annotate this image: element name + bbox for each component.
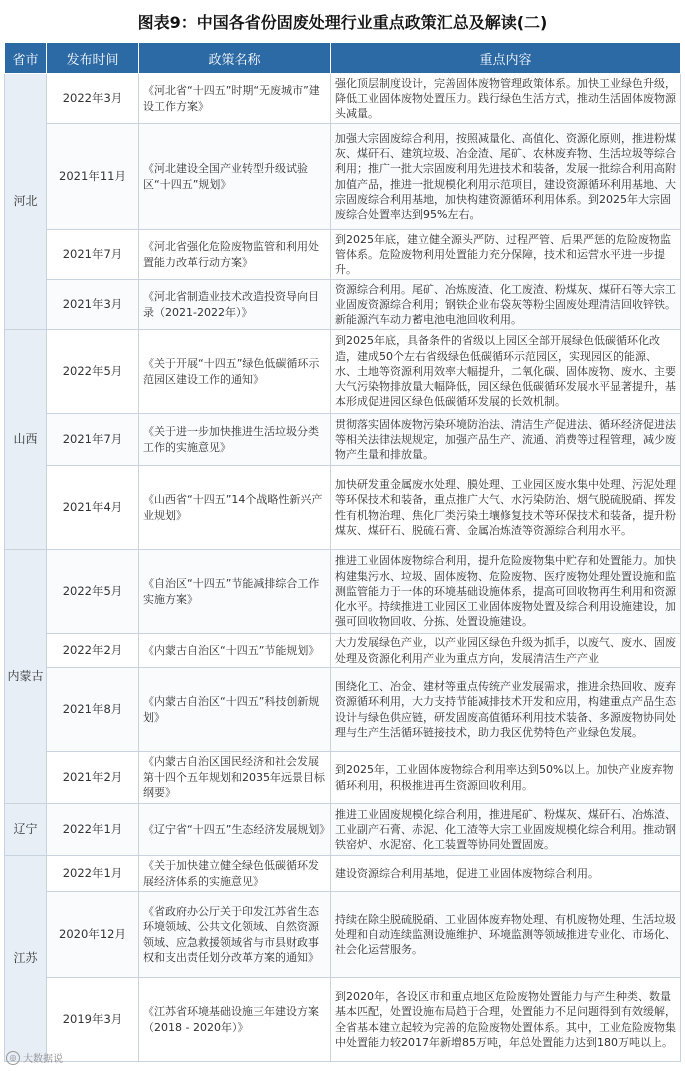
policy-cell: 《关于开展“十四五”绿色低碳循环示范园区建设工作的通知》 [139,330,331,414]
header-date: 发布时间 [47,43,139,74]
table-row [5,804,681,856]
table-row [5,466,681,550]
date-cell: 2021年4月 [47,466,139,550]
policy-cell: 《江苏省环境基础设施三年建设方案（2018 - 2020年）》 [139,978,331,1062]
date-cell: 2022年1月 [47,804,139,856]
table-row [5,124,681,230]
content-cell: 到2025年底，建立健全源头严防、过程严管、后果严惩的危险废物监管体系。危险废物利用处置能力充分保障，技术和运营水平进一步提升。 [331,230,681,280]
content-cell: 建设资源综合利用基地，促进工业固体废物综合利用。 [331,856,681,892]
policy-cell: 《河北建设全国产业转型升级试验区“十四五”规划》 [139,124,331,230]
policy-cell: 《关于加快建立健全绿色低碳循环发展经济体系的实施意见》 [139,856,331,892]
policy-cell: 《关于进一步加快推进生活垃圾分类工作的实施意见》 [139,414,331,466]
table-row [5,856,681,892]
table-row [5,978,681,1062]
date-cell: 2022年3月 [47,74,139,124]
table-row [5,414,681,466]
policy-cell: 《内蒙古自治区“十四五”节能规划》 [139,634,331,668]
content-cell: 贯彻落实固体废物污染环境防治法、清洁生产促进法、循环经济促进法等相关法律法规规定，加强产品生产、流通、消费等过程管理，减少废物产生量和排放量。 [331,414,681,466]
province-cell: 内蒙古 [5,550,47,804]
source-footer [6,1050,63,1065]
table-row [5,230,681,280]
page-title: 图表9：中国各省份固废处理行业重点政策汇总及解读(二) [137,12,548,32]
table-row [5,74,681,124]
date-cell: 2021年3月 [47,280,139,330]
policy-cell: 《辽宁省“十四五”生态经济发展规划》 [139,804,331,856]
content-cell: 推进工业固废规模化综合利用，推进尾矿、粉煤灰、煤矸石、冶炼渣、工业副产石膏、赤泥、化工渣等大宗工业固废规模化综合利用。推动钢铁窑炉、水泥窑、化工装置等协同处置固废。 [331,804,681,856]
content-cell: 强化顶层制度设计，完善固体废物管理政策体系。加快工业绿色升级，降低工业固体废物处置压力。践行绿色生活方式，推动生活固体废物源头减量。 [331,74,681,124]
content-cell: 到2025年底，具备条件的省级以上园区全部开展绿色低碳循环化改造，建成50个左右省级绿色低碳循环示范园区，实现园区的能源、水、土地等资源利用效率大幅提升，二氧化碳、固体废物、废水、主要大气污染物排放量大幅降低，园区绿色低碳循环发展水平显著提升，基本形成促进园区绿色低碳循环发展的长效机制。 [331,330,681,414]
header-content: 重点内容 [331,43,681,74]
table-row [5,330,681,414]
date-cell: 2021年2月 [47,752,139,804]
header-province: 省市 [5,43,47,74]
policy-cell: 《省政府办公厅关于印发江苏省生态环境领域、公共文化领域、自然资源领域、应急救援领域省与市县财政事权和支出责任划分改革方案的通知》 [139,892,331,978]
table-row [5,668,681,752]
policy-cell: 《内蒙古自治区“十四五”科技创新规划》 [139,668,331,752]
policy-cell: 《河北省强化危险废物监管和利用处置能力改革行动方案》 [139,230,331,280]
date-cell: 2021年7月 [47,414,139,466]
date-cell: 2021年11月 [47,124,139,230]
date-cell: 2022年1月 [47,856,139,892]
province-cell: 河北 [5,74,47,330]
content-cell: 加强大宗固废综合利用，按照减量化、高值化、资源化原则，推进粉煤灰、煤矸石、建筑垃圾、冶金渣、尾矿、农林废弃物、生活垃圾等综合利用；推广一批大宗固废利用先进技术和装备，发展一批综合利用高附加值产品，推进一批规模化利用示范项目，建设资源循环利用基地、大宗固废综合利用基地，加快构建资源循环利用体系。到2025年大宗固废综合处置率达到95%左右。 [331,124,681,230]
table-row [5,550,681,634]
date-cell: 2022年5月 [47,330,139,414]
date-cell: 2022年5月 [47,550,139,634]
content-cell: 到2025年，工业固体废物综合利用率达到50%以上。加快产业废弃物循环利用，积极推进再生资源回收利用。 [331,752,681,804]
content-cell: 围绕化工、冶金、建材等重点传统产业发展需求，推进余热回收、废弃资源循环利用，大力支持节能减排技术开发和应用，构建重点产品生态设计与绿色供应链，研发固废高值循环利用技术装备、多源废物协同处理与生产生活循环链接技术，助力我区优势特色产业绿色发展。 [331,668,681,752]
table-row [5,280,681,330]
content-cell: 到2020年，各设区市和重点地区危险废物处置能力与产生种类、数量基本匹配，处置设施布局趋于合理，处置能力不足问题得到有效缓解，全省基本建立起较为完善的危险废物处置体系。其中，工业危险废物集中处置能力较2017年新增85万吨，年总处置能力达到180万吨以上。 [331,978,681,1062]
date-cell: 2021年8月 [47,668,139,752]
content-cell: 大力发展绿色产业，以产业园区绿色升级为抓手，以废气、废水、固废处理及资源化利用产业为重点方向，发展清洁生产产业 [331,634,681,668]
province-cell: 山西 [5,330,47,550]
date-cell: 2021年7月 [47,230,139,280]
policy-cell: 《自治区“十四五”节能减排综合工作实施方案》 [139,550,331,634]
date-cell: 2022年2月 [47,634,139,668]
date-cell: 2019年3月 [47,978,139,1062]
province-cell: 辽宁 [5,804,47,856]
table-row [5,892,681,978]
policy-table [4,42,681,1062]
province-cell: 江苏 [5,856,47,1062]
table-row [5,752,681,804]
header-policy: 政策名称 [139,43,331,74]
content-cell: 推进工业固体废物综合利用，提升危险废物集中贮存和处置能力。加快构建集污水、垃圾、固体废物、危险废物、医疗废物处理处置设施和监测监管能力于一体的环境基础设施体系，提高可回收物再生利用和资源化水平。持续推进工业园区工业固体废物处置及综合利用设施建设，加强可回收物回收、分拣、处置设施建设。 [331,550,681,634]
content-cell: 资源综合利用。尾矿、冶炼废渣、化工废渣、粉煤灰、煤矸石等大宗工业固废资源综合利用；钢铁企业布袋灰等粉尘固废处理清洁回收锌铁。新能源汽车动力蓄电池电池回收利用。 [331,280,681,330]
table-row [5,634,681,668]
source-logo-icon: ◎ [6,1051,20,1065]
source-label: 大数据说 [23,1054,63,1065]
table-header-row [5,43,681,74]
content-cell: 加快研发重金属废水处理、膜处理、工业园区废水集中处理、污泥处理等环保技术和装备，重点推广大气、水污染防治、烟气脱硫脱硝、挥发性有机物治理、焦化厂类污染土壤修复技术等环保技术和装备，提升粉煤灰、煤矸石、脱硫石膏、金属冶炼渣等资源综合利用水平。 [331,466,681,550]
content-cell: 持续在除尘脱硫脱硝、工业固体废弃物处理、有机废物处理、生活垃圾处理和自动连续监测设施维护、环境监测等领域推进专业化、市场化、社会化运营服务。 [331,892,681,978]
date-cell: 2020年12月 [47,892,139,978]
policy-cell: 《河北省“十四五”时期“无废城市”建设工作方案》 [139,74,331,124]
policy-cell: 《内蒙古自治区国民经济和社会发展第十四个五年规划和2035年远景目标纲要》 [139,752,331,804]
policy-cell: 《河北省制造业技术改造投资导向目录（2021-2022年）》 [139,280,331,330]
policy-cell: 《山西省“十四五”14个战略性新兴产业规划》 [139,466,331,550]
